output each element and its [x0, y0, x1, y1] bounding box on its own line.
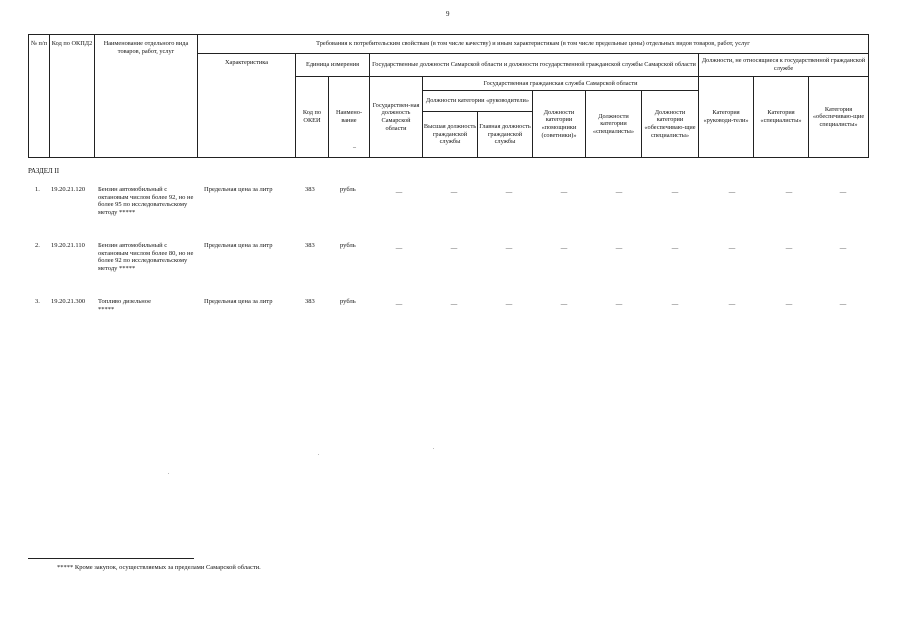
- row-value: —: [785, 301, 793, 308]
- row-unit: рубль: [340, 298, 356, 305]
- row-value: —: [615, 245, 623, 252]
- row-okpd-code: 19.20.21.300: [51, 298, 86, 305]
- row-value: —: [728, 301, 736, 308]
- row-value: —: [505, 245, 513, 252]
- footnote-rule: [28, 558, 194, 559]
- row-value: —: [785, 189, 793, 196]
- row-name: Бензин автомобильный с октановым числом более 92, но не более 95 по исследовательскому методу *****: [98, 186, 194, 216]
- row-value: —: [785, 245, 793, 252]
- cat-support-header: Категория «обеспечиваю-щие специалисты»: [809, 77, 869, 158]
- row-okpd-code: 19.20.21.110: [51, 242, 85, 249]
- unit-group-header: Единица измерения: [296, 54, 370, 77]
- row-value: —: [615, 189, 623, 196]
- cat-specialists-header: Категория «специалисты»: [754, 77, 809, 158]
- row-value: —: [671, 245, 679, 252]
- row-value: —: [450, 245, 458, 252]
- highest-position-header: Высшая должность гражданской службы: [423, 112, 478, 157]
- cat-heads-header: Категория «руководи-тели»: [699, 77, 754, 158]
- page-number: 9: [446, 10, 450, 18]
- col-okpd-header: Код по ОКПД2: [50, 35, 95, 158]
- row-value: —: [450, 301, 458, 308]
- requirements-header: Требования к потребительским свойствам (в том числе качеству) и иным характеристикам (в том числе предельные цены) отдельных видов товаров, работ, услуг: [198, 35, 869, 54]
- scan-speck: [318, 454, 319, 455]
- scan-speck: [168, 473, 169, 474]
- support-specialists-header: Должности категории «обеспечиваю-щие специалисты»: [642, 91, 699, 158]
- unit-name-header: Наимено-вание: [329, 77, 370, 158]
- row-characteristic: Предельная цена за литр: [204, 242, 273, 249]
- row-value: —: [839, 245, 847, 252]
- heads-category-header: Должности категории «руководители»: [423, 91, 532, 112]
- row-name: Топливо дизельное *****: [98, 298, 151, 313]
- specialists-header: Должности категории «специалисты»: [586, 91, 642, 158]
- row-value: —: [671, 301, 679, 308]
- header-table: [28, 34, 869, 158]
- row-okei: 383: [305, 298, 315, 305]
- col-num-header: № п/п: [29, 35, 50, 158]
- assistants-header: Должности категории «помощники (советники)»: [533, 91, 586, 158]
- gov-position-header: Государствен-ная должность Самарской области: [370, 77, 423, 158]
- row-value: —: [671, 189, 679, 196]
- row-value: —: [395, 245, 403, 252]
- row-number: 2.: [35, 242, 40, 249]
- row-value: —: [450, 189, 458, 196]
- heads-category-cell: [423, 91, 533, 158]
- row-characteristic: Предельная цена за литр: [204, 186, 273, 193]
- characteristic-header: Характеристика: [198, 54, 296, 158]
- row-number: 3.: [35, 298, 40, 305]
- row-characteristic: Предельная цена за литр: [204, 298, 273, 305]
- col-name-header: Наименование отдельного вида товаров, работ, услуг: [95, 35, 198, 158]
- row-okei: 383: [305, 186, 315, 193]
- row-number: 1.: [35, 186, 40, 193]
- small-dash-mark: –: [353, 145, 356, 151]
- row-value: —: [839, 301, 847, 308]
- civil-service-header: Государственная гражданская служба Самарской области: [423, 77, 699, 91]
- main-position-header: Главная должность гражданской службы: [479, 123, 531, 146]
- row-value: —: [505, 189, 513, 196]
- row-name: Бензин автомобильный с октановым числом более 80, но не более 92 по исследовательскому методу *****: [98, 242, 194, 272]
- non-civil-header: Должности, не относящиеся к государственной гражданской службе: [699, 54, 869, 77]
- row-value: —: [728, 245, 736, 252]
- gov-positions-header: Государственные должности Самарской области и должности государственной гражданской службы Самарской области: [370, 54, 699, 77]
- row-value: —: [560, 245, 568, 252]
- row-value: —: [560, 301, 568, 308]
- row-value: —: [395, 189, 403, 196]
- row-okei: 383: [305, 242, 315, 249]
- row-okpd-code: 19.20.21.120: [51, 186, 86, 193]
- row-unit: рубль: [340, 186, 356, 193]
- footnote: ***** Кроме закупок, осуществляемых за пределами Самарской области.: [57, 564, 261, 571]
- row-value: —: [728, 189, 736, 196]
- okei-code-header: Код по ОКЕИ: [296, 77, 329, 158]
- row-unit: рубль: [340, 242, 356, 249]
- row-value: —: [395, 301, 403, 308]
- row-value: —: [560, 189, 568, 196]
- row-value: —: [839, 189, 847, 196]
- row-value: —: [615, 301, 623, 308]
- section-title: РАЗДЕЛ II: [28, 167, 60, 175]
- scan-speck: [433, 448, 434, 449]
- row-value: —: [505, 301, 513, 308]
